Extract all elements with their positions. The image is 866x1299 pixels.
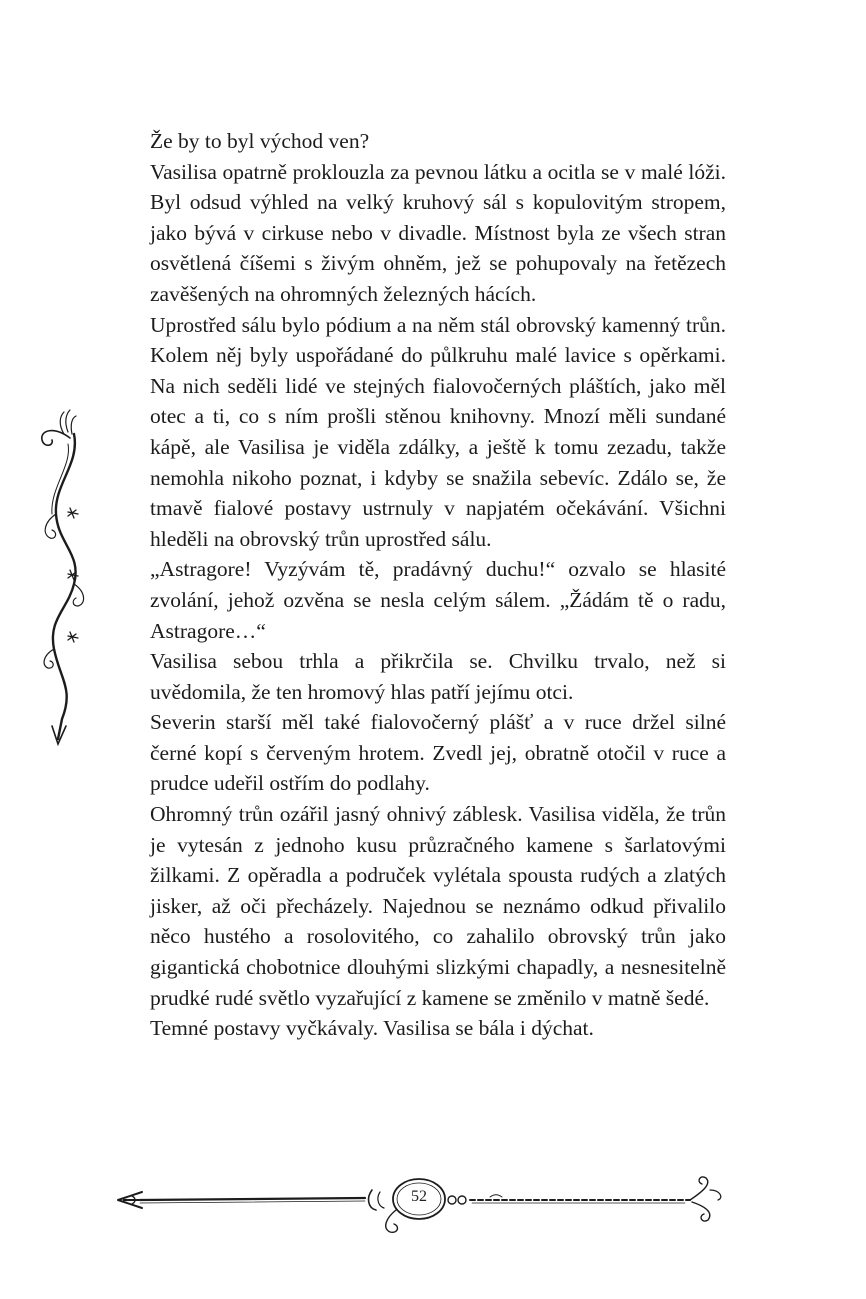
body-text xyxy=(150,126,726,1044)
paragraph: Že by to byl východ ven? xyxy=(150,129,370,153)
paragraph: „Astragore! Vyzývám tě, pradávný duchu!“ ozvalo se hlasité zvolání, jehož ozvěna se nesla celým sálem. „Žádám tě o radu, Astragore…“ xyxy=(150,557,726,643)
paragraph: Vasilisa sebou trhla a přikrčila se. Chvilku trvalo, než si uvědomila, že ten hromový hlas patří jejímu otci. xyxy=(150,649,726,704)
paragraph: Ohromný trůn ozářil jasný ohnivý záblesk. Vasilisa viděla, že trůn je vytesán z jednoho kusu průzračného kamene s šarlatovými žilkami. Z opěradla a područek vylétala spousta rudých a zlatých jisker, až oči přecházely. Najednou se neznámo odkud přivalilo něco hustého a rosolovitého, co zahalilo obrovský trůn jako gigantická chobotnice dlouhými slizkými chapadly, a nesnesitelně prudké rudé světlo vyzařující z kamene se změnilo v matně šedé. xyxy=(150,802,726,1010)
page-number: 52 xyxy=(411,1188,427,1205)
paragraph: Severin starší měl také fialovočerný plášť a v ruce držel silné černé kopí s červeným hrotem. Zvedl jej, obratně otočil v ruce a prudce udeřil ostřím do podlahy. xyxy=(150,710,726,796)
paragraph: Uprostřed sálu bylo pódium a na něm stál obrovský kamenný trůn. Kolem něj byly uspořádané do půlkruhu malé lavice s opěrkami. Na nich seděli lidé ve stejných fialovočerných pláštích, jako měl otec a ti, co s ním prošli stěnou knihovny. Mnozí měli sundané kápě, ale Vasilisa je viděla zdálky, a ještě k tomu zezadu, takže nemohla nikoho poznat, i kdyby se snažila sebevíc. Zdálo se, že tmavě fialové postavy ustrnuly v napjatém očekávání. Všichni hleděli na obrovský trůn uprostřed sálu. xyxy=(150,312,726,551)
vine-ornament-icon xyxy=(34,404,94,749)
paragraph: Vasilisa opatrně proklouzla za pevnou látku a ocitla se v malé lóži. Byl odsud výhled na velký kruhový sál s kopulovitým stropem, jako bývá v cirkuse nebo v divadle. Místnost byla ze všech stran osvětlená číšemi s živým ohněm, jež se pohupovaly na řetězech zavěšených na ohromných železných hácích. xyxy=(150,159,726,306)
paragraph: Temné postavy vyčkávaly. Vasilisa se bála i dýchat. xyxy=(150,1016,594,1041)
